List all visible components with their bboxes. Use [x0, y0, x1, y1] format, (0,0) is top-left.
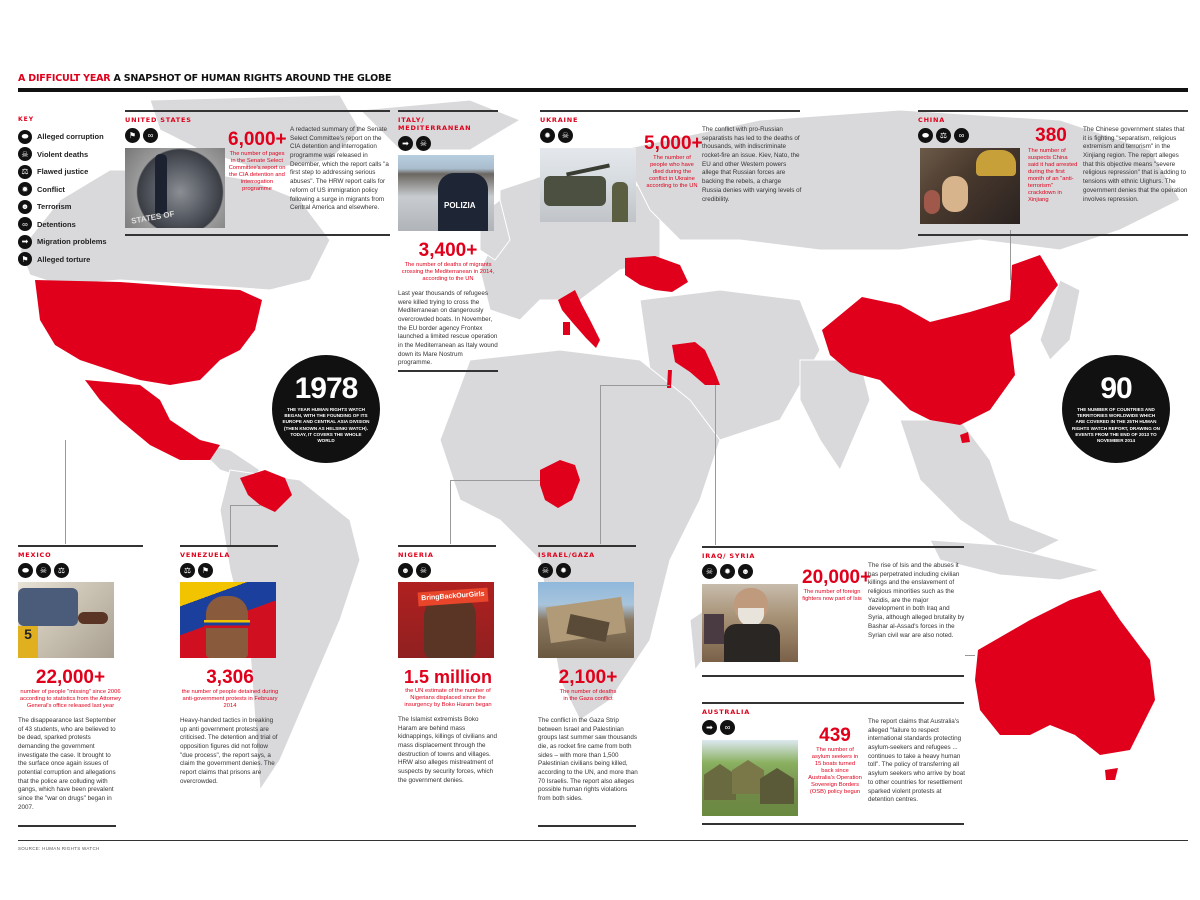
tank-barrel	[566, 163, 610, 176]
photo-detention-tents	[702, 740, 798, 816]
skull-icon: ☠	[538, 563, 553, 578]
panel-united-states	[125, 112, 390, 226]
connector-iraq	[715, 385, 716, 545]
child	[924, 190, 940, 214]
handcuffs-icon: ∞	[143, 128, 158, 143]
ukraine-stat: 5,000+	[644, 133, 703, 154]
us-body: A redacted summary of the Senate Select Committee's report on the CIA detention and interrogation programme was released in December, which the report calls "a first step to addressing serious abuses". The HRW report calls for reform of US immigration policy following a surge in migrants from Central America and elsewhere.	[290, 126, 389, 212]
connector-nigeria	[450, 480, 540, 544]
circle-90-caption: THE NUMBER OF COUNTRIES AND TERRITORIES WORLDWIDE WHICH ARE COVERED IN THE 25TH HUMAN RIGHTS WATCH REPORT, DRAWING ON EVENTS FROM THE END OF 2013 TO NOVEMBER 2014	[1072, 406, 1160, 443]
mexico-stat: 22,000+	[35, 667, 106, 688]
legend-item-detentions: ∞ Detentions	[18, 216, 107, 234]
connector-us	[65, 440, 66, 544]
country-label: UNITED STATES	[125, 116, 192, 124]
nigeria-stat: 1.5 million	[403, 667, 493, 687]
country-label: IRAQ/ SYRIA	[702, 552, 756, 560]
soldier-silhouette	[612, 182, 628, 222]
girl-face	[942, 176, 968, 212]
photo-crime-scene	[18, 582, 114, 658]
legend-item-migration: ➡ Migration problems	[18, 233, 107, 251]
seal-text: STATES OF	[130, 209, 176, 226]
title-highlight: A DIFFICULT YEAR	[18, 73, 111, 84]
explosion-icon: ✹	[540, 128, 555, 143]
china-body: The Chinese government states that it is fighting "separatism, religious extremism and terrorism" in the Xinjiang region. The report alleges that this objective means "severe religious repression" that is adding to tensions with ethnic Uighurs. The government denies that the operation involves repression.	[1083, 126, 1188, 203]
stat-circle-90	[1062, 355, 1170, 463]
torture-icon: ⚑	[198, 563, 213, 578]
connector-venezuela	[230, 505, 260, 545]
legend-item-torture: ⚑ Alleged torture	[18, 251, 107, 269]
tent-1	[704, 764, 736, 800]
evidence-marker: 5	[18, 626, 38, 658]
iraq-body: The rise of Isis and the abuses it has perpetrated including civilian killings and the enslavement of religious minorities such as the Yazidis, are the major development in both Iraq and Syria, although alleged brutality by Bashar al-Assad's forces in the Syrian civil war are also noted.	[868, 562, 965, 639]
photo-gaza-rubble	[538, 582, 634, 658]
ukraine-stat-caption: The number of people who have died during the conflict in Ukraine according to the UN	[646, 155, 698, 189]
photo-italian-police	[398, 155, 494, 231]
handshake-money-icon: ⬬	[18, 130, 32, 144]
tent-3	[760, 768, 794, 804]
gaza-stat-caption: The number of deaths in the Gaza conflict	[559, 689, 617, 702]
handcuffs-icon: ∞	[954, 128, 969, 143]
mexico-stat-caption: number of people "missing" since 2006 according to statistics from the Attorney General's office released last year	[19, 689, 122, 709]
arrow-icon: ➡	[398, 136, 413, 151]
legend	[18, 116, 107, 268]
skull-icon: ☠	[558, 128, 573, 143]
australia-stat: 439	[819, 725, 851, 746]
ukraine-body: The conflict with pro-Russian separatists has led to the deaths of thousands, with indiscriminate rocket-fire an issue. Kiev, Nato, the EU and other Western powers allege that Russian forces are backing the rebels, a charge Russia denies with varying levels of credibility.	[702, 126, 802, 203]
china-stat: 380	[1035, 125, 1067, 146]
arrow-icon: ➡	[18, 235, 32, 249]
page-title	[18, 73, 391, 84]
panel-italy-mediterranean	[398, 112, 498, 368]
panel-australia	[702, 704, 965, 804]
skull-icon: ☠	[416, 563, 431, 578]
iraq-stat-caption: The number of foreign fighters now part of Isis	[802, 589, 862, 602]
torture-icon: ⚑	[125, 128, 140, 143]
source-credit: SOURCE: HUMAN RIGHTS WATCH	[18, 846, 100, 851]
us-stat: 6,000+	[228, 129, 287, 150]
title-subtitle: A SNAPSHOT OF HUMAN RIGHTS AROUND THE GLOBE	[110, 73, 392, 84]
photo-bring-back-our-girls	[398, 582, 494, 658]
handshake-money-icon: ⬬	[918, 128, 933, 143]
us-stat-caption: The number of pages in the Senate Select Committee's report on the CIA detention and interrogation programme	[228, 151, 286, 192]
body-silhouette	[18, 588, 78, 626]
china-panel-bottom-rule	[918, 234, 1188, 236]
country-label: ITALY/ MEDITERRANEAN	[398, 116, 472, 132]
balaclava-icon: ☻	[738, 564, 753, 579]
photo-uighur-women	[920, 148, 1020, 224]
country-label: ISRAEL/GAZA	[538, 551, 596, 559]
arrow-icon: ➡	[702, 720, 717, 735]
gaza-panel-bottom-rule	[538, 825, 636, 827]
italy-stat: 3,400+	[418, 240, 478, 261]
mexico-panel-bottom-rule	[18, 825, 116, 827]
italy-panel-bottom-rule	[398, 370, 498, 372]
panel-china	[918, 112, 1188, 203]
country-label: CHINA	[918, 116, 946, 124]
skull-icon: ☠	[18, 147, 32, 161]
country-label: MEXICO	[18, 551, 52, 559]
headband-text: BringBackOurGirls	[418, 588, 489, 607]
scales-icon: ⚖	[54, 563, 69, 578]
tank-silhouette	[544, 176, 606, 206]
person-silhouette	[155, 154, 167, 214]
italy-body: Last year thousands of refugees were killed trying to cross the Mediterranean on dangerously overcrowded boats. In November, the EU border agency Frontex launched a limited rescue operation in the Mediterranean as Italy wound down its Mare Nostrum programme.	[398, 289, 498, 367]
photo-tank	[540, 148, 636, 222]
photo-cia-seal	[125, 148, 225, 228]
australia-panel-bottom-rule	[702, 823, 964, 825]
country-label: VENEZUELA	[180, 551, 231, 559]
stat-circle-1978	[272, 355, 380, 463]
headscarf	[976, 150, 1016, 176]
arm-silhouette	[78, 612, 108, 624]
country-label: UKRAINE	[540, 116, 579, 124]
panel-israel-gaza	[538, 547, 638, 804]
balaclava-icon: ☻	[18, 200, 32, 214]
mexico-body: The disappearance last September of 43 students, who are believed to be dead, sparked protests demanding the government investigate the case. It brought to the surface once again issues of potential corruption and allegations that the police are colluding with gangs, which have been prevalent since the "war on drugs" began in 2007.	[18, 716, 117, 811]
circle-90-number: 90	[1100, 371, 1132, 405]
handshake-money-icon: ⬬	[18, 563, 33, 578]
panel-mexico	[18, 547, 143, 812]
panel-venezuela	[180, 547, 280, 786]
flag-blindfold	[204, 620, 250, 628]
legend-item-terrorism: ☻ Terrorism	[18, 198, 107, 216]
footer-rule	[18, 840, 1188, 841]
skull-icon: ☠	[702, 564, 717, 579]
venezuela-stat: 3,306	[206, 667, 254, 688]
explosion-icon: ✹	[556, 563, 571, 578]
scales-icon: ⚖	[180, 563, 195, 578]
us-panel-bottom-rule	[125, 234, 390, 236]
scales-icon: ⚖	[936, 128, 951, 143]
skull-icon: ☠	[36, 563, 51, 578]
legend-item-flawed-justice: ⚖ Flawed justice	[18, 163, 107, 181]
panel-ukraine	[540, 112, 802, 203]
china-stat-caption: The number of suspects China said it had arrested during the first month of an "anti-terrorism" crackdown in Xinjiang	[1028, 148, 1078, 203]
nigeria-stat-caption: the UN estimate of the number of Nigerians displaced since the insurgency by Boko Haram began	[404, 688, 492, 708]
legend-item-violent-deaths: ☠ Violent deaths	[18, 146, 107, 164]
circle-1978-number: 1978	[294, 371, 358, 405]
scales-icon: ⚖	[18, 165, 32, 179]
handcuffs-icon: ∞	[18, 217, 32, 231]
legend-item-corruption: ⬬ Alleged corruption	[18, 128, 107, 146]
connector-gaza	[600, 385, 670, 544]
explosion-icon: ✹	[18, 182, 32, 196]
tent-2	[732, 760, 764, 794]
australia-body: The report claims that Australia's alleged "failure to respect international standards protecting asylum-seekers and refugees ... continues to take a heavy human toll". The policy of transferring all asylum seekers who arrive by boat to other countries for resettlement sparked violent protests at detention centres.	[868, 718, 965, 804]
polizia-text: POLIZIA	[444, 201, 476, 210]
explosion-icon: ✹	[720, 564, 735, 579]
balaclava-icon: ☻	[398, 563, 413, 578]
photo-iraqi-refugee	[702, 584, 798, 662]
country-label: AUSTRALIA	[702, 708, 751, 716]
iraq-panel-bottom-rule	[702, 675, 964, 677]
panel-nigeria	[398, 547, 498, 785]
venezuela-stat-caption: the number of people detained during anti-government protests in February 2014	[181, 689, 279, 709]
venezuela-body: Heavy-handed tactics in breaking up anti government protests are criticised. The detention and trial of opposition figures did not follow "due process", the report says, a claim the government denies. The report claims that prisons are overcrowded.	[180, 716, 278, 785]
circle-1978-caption: THE YEAR HUMAN RIGHTS WATCH BEGAN, WITH THE FOUNDING OF ITS EUROPE AND CENTRAL ASIA DIVISION (THEN KNOWN AS HELSINKI WATCH). TODAY, IT COVERS THE WHOLE WORLD	[282, 406, 370, 443]
italy-stat-caption: The number of deaths of migrants crossing the Mediterranean in 2014, according to the UN	[401, 262, 495, 282]
gaza-body: The conflict in the Gaza Strip between Israel and Palestinian groups last summer saw thousands die, as rocket fire came from both sides – with more than 1,500 Palestinian civilians being killed, according to the UN, and more than 70 Israelis. The report also alleges possible human rights violations from both sides.	[538, 716, 638, 803]
handcuffs-icon: ∞	[720, 720, 735, 735]
jacket	[724, 624, 780, 662]
photo-venezuela-protester	[180, 582, 276, 658]
crowd	[704, 614, 724, 644]
skull-icon: ☠	[416, 136, 431, 151]
panel-iraq-syria	[702, 548, 965, 639]
connector-australia	[965, 655, 975, 656]
country-label: NIGERIA	[398, 551, 434, 559]
gaza-stat: 2,100+	[558, 667, 618, 688]
torture-icon: ⚑	[18, 252, 32, 266]
nigeria-body: The Islamist extremists Boko Haram are behind mass kidnappings, killings of civilians and mass displacement through the destruction of towns and villages. HRW also alleges mistreatment of suspects by security forces, which the government denies.	[398, 715, 498, 784]
iraq-stat: 20,000+	[802, 567, 872, 588]
legend-title: KEY	[18, 116, 35, 123]
australia-stat-caption: The number of asylum seekers in 15 boats turned back since Australia's Operation Sovereign Borders (OSB) policy begun	[808, 747, 862, 795]
connector-china	[1010, 230, 1011, 280]
legend-item-conflict: ✹ Conflict	[18, 181, 107, 199]
